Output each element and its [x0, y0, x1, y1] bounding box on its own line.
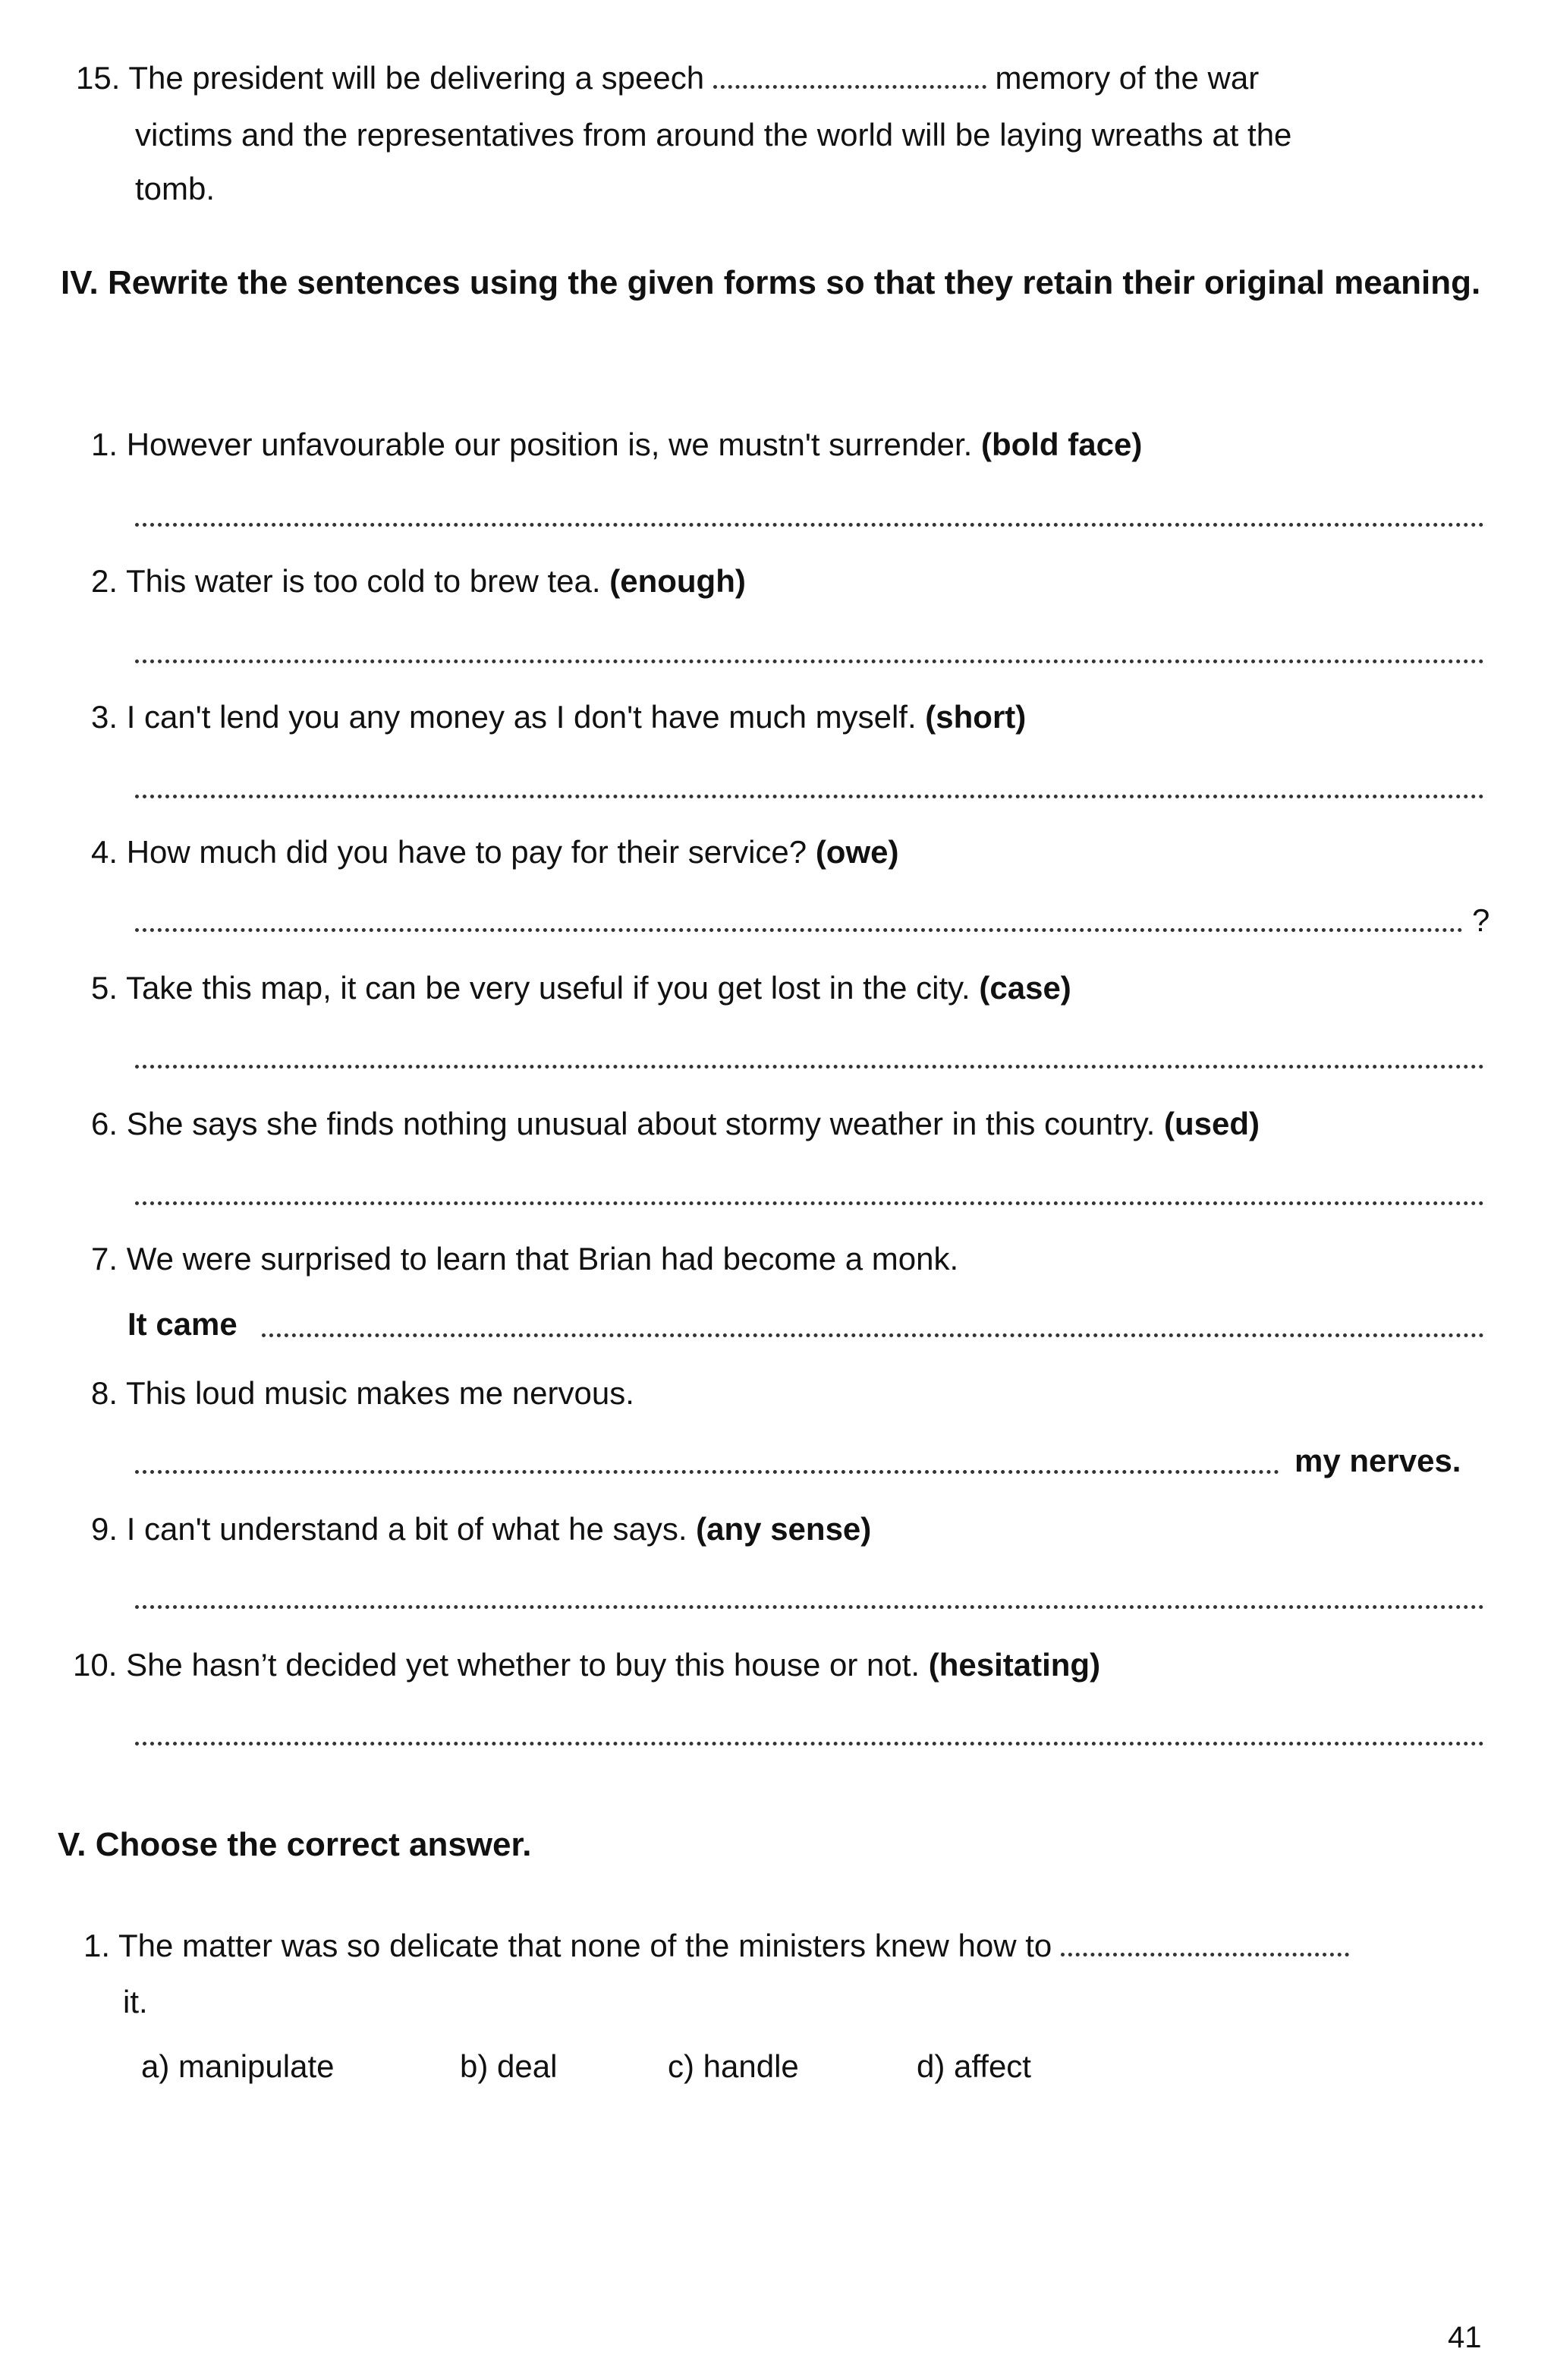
section-iv-heading: [61, 257, 1502, 310]
item-number: 3.: [91, 699, 118, 735]
section-v-title: Choose the correct answer.: [95, 1826, 532, 1863]
answer-line-9[interactable]: [135, 1604, 1484, 1609]
q15-text-a: The president will be delivering a speech: [128, 60, 705, 96]
answer-line-10[interactable]: [135, 1741, 1484, 1746]
item-sentence: I can't lend you any money as I don't have much myself.: [126, 699, 917, 735]
answer-line-1[interactable]: [135, 522, 1484, 527]
iv-item-6: [91, 1108, 1260, 1140]
iv-item-7-prompt: It came: [127, 1306, 238, 1342]
iv-item-8-ending: my nerves.: [1294, 1443, 1461, 1478]
item-number: 9.: [91, 1511, 118, 1547]
item-sentence: However unfavourable our position is, we mustn't surrender.: [126, 427, 973, 462]
answer-line-5[interactable]: [135, 1064, 1484, 1069]
section-iv-title: Rewrite the sentences using the given forms so that they retain their original meaning.: [108, 264, 1481, 301]
answer-line-8[interactable]: [135, 1469, 1279, 1474]
item-sentence: This loud music makes me nervous.: [125, 1375, 634, 1411]
v-question-1-line2: it.: [123, 1984, 148, 2020]
section-iv-number: IV.: [61, 264, 99, 301]
option-b[interactable]: b) deal: [460, 2048, 558, 2084]
item-sentence: I can't understand a bit of what he says.: [126, 1511, 687, 1547]
item-number: 4.: [91, 834, 118, 870]
answer-line-4[interactable]: [135, 927, 1463, 932]
item-sentence: She hasn’t decided yet whether to buy this house or not.: [126, 1647, 920, 1683]
question-number: 1.: [83, 1928, 111, 1963]
item-number: 10.: [73, 1647, 118, 1683]
answer-line-7[interactable]: [262, 1333, 1484, 1337]
item-cue: (case): [979, 970, 1071, 1006]
q15-line1: [76, 62, 1259, 94]
item-number: 1.: [91, 427, 118, 462]
item-sentence: Take this map, it can be very useful if you get lost in the city.: [125, 970, 970, 1006]
item-number: 2.: [91, 563, 118, 599]
option-a[interactable]: a) manipulate: [141, 2048, 335, 2084]
answer-line-2[interactable]: [135, 659, 1484, 663]
page-number: 41: [1448, 2321, 1482, 2354]
answer-line-4-ending: ?: [1472, 902, 1490, 938]
iv-item-9: [91, 1513, 871, 1545]
item-cue: (short): [925, 699, 1027, 735]
q15-line3: tomb.: [135, 171, 215, 206]
iv-item-10: [73, 1649, 1100, 1681]
item-cue: (owe): [815, 834, 899, 870]
iv-item-7: [91, 1243, 958, 1275]
item-number: 5.: [91, 970, 118, 1006]
option-c[interactable]: c) handle: [668, 2048, 799, 2084]
item-number: 7.: [91, 1241, 118, 1277]
question-text: The matter was so delicate that none of the ministers knew how to: [118, 1928, 1052, 1963]
item-number: 6.: [91, 1106, 118, 1141]
item-cue: (any sense): [696, 1511, 872, 1547]
item-sentence: This water is too cold to brew tea.: [125, 563, 601, 599]
v-question-1: [83, 1930, 1349, 1962]
item-sentence: How much did you have to pay for their service?: [126, 834, 807, 870]
item-number: 8.: [91, 1375, 118, 1411]
item-cue: (bold face): [980, 427, 1143, 462]
item-cue: (used): [1164, 1106, 1260, 1141]
item-cue: (enough): [609, 563, 746, 599]
item-sentence: We were surprised to learn that Brian had become a monk.: [126, 1241, 959, 1277]
answer-line-6[interactable]: [135, 1201, 1484, 1205]
iv-item-8: [91, 1377, 634, 1409]
section-v-number: V.: [58, 1826, 87, 1863]
iv-item-1: [91, 429, 1142, 461]
iv-item-4: [91, 836, 898, 868]
iv-item-2: [91, 565, 746, 597]
iv-item-3: [91, 701, 1026, 733]
item-sentence: She says she finds nothing unusual about stormy weather in this country.: [126, 1106, 1156, 1141]
q15-text-b: memory of the war: [995, 60, 1260, 96]
iv-item-5: [91, 972, 1071, 1004]
option-d[interactable]: d) affect: [917, 2048, 1031, 2084]
q15-number: 15.: [76, 60, 121, 96]
q15-gap[interactable]: [713, 84, 986, 89]
q15-line2: victims and the representatives from around the world will be laying wreaths at the: [135, 117, 1292, 153]
item-cue: (hesitating): [928, 1647, 1101, 1683]
answer-line-3[interactable]: [135, 794, 1484, 798]
question-gap[interactable]: [1061, 1952, 1349, 1957]
section-v-heading: [58, 1818, 531, 1872]
